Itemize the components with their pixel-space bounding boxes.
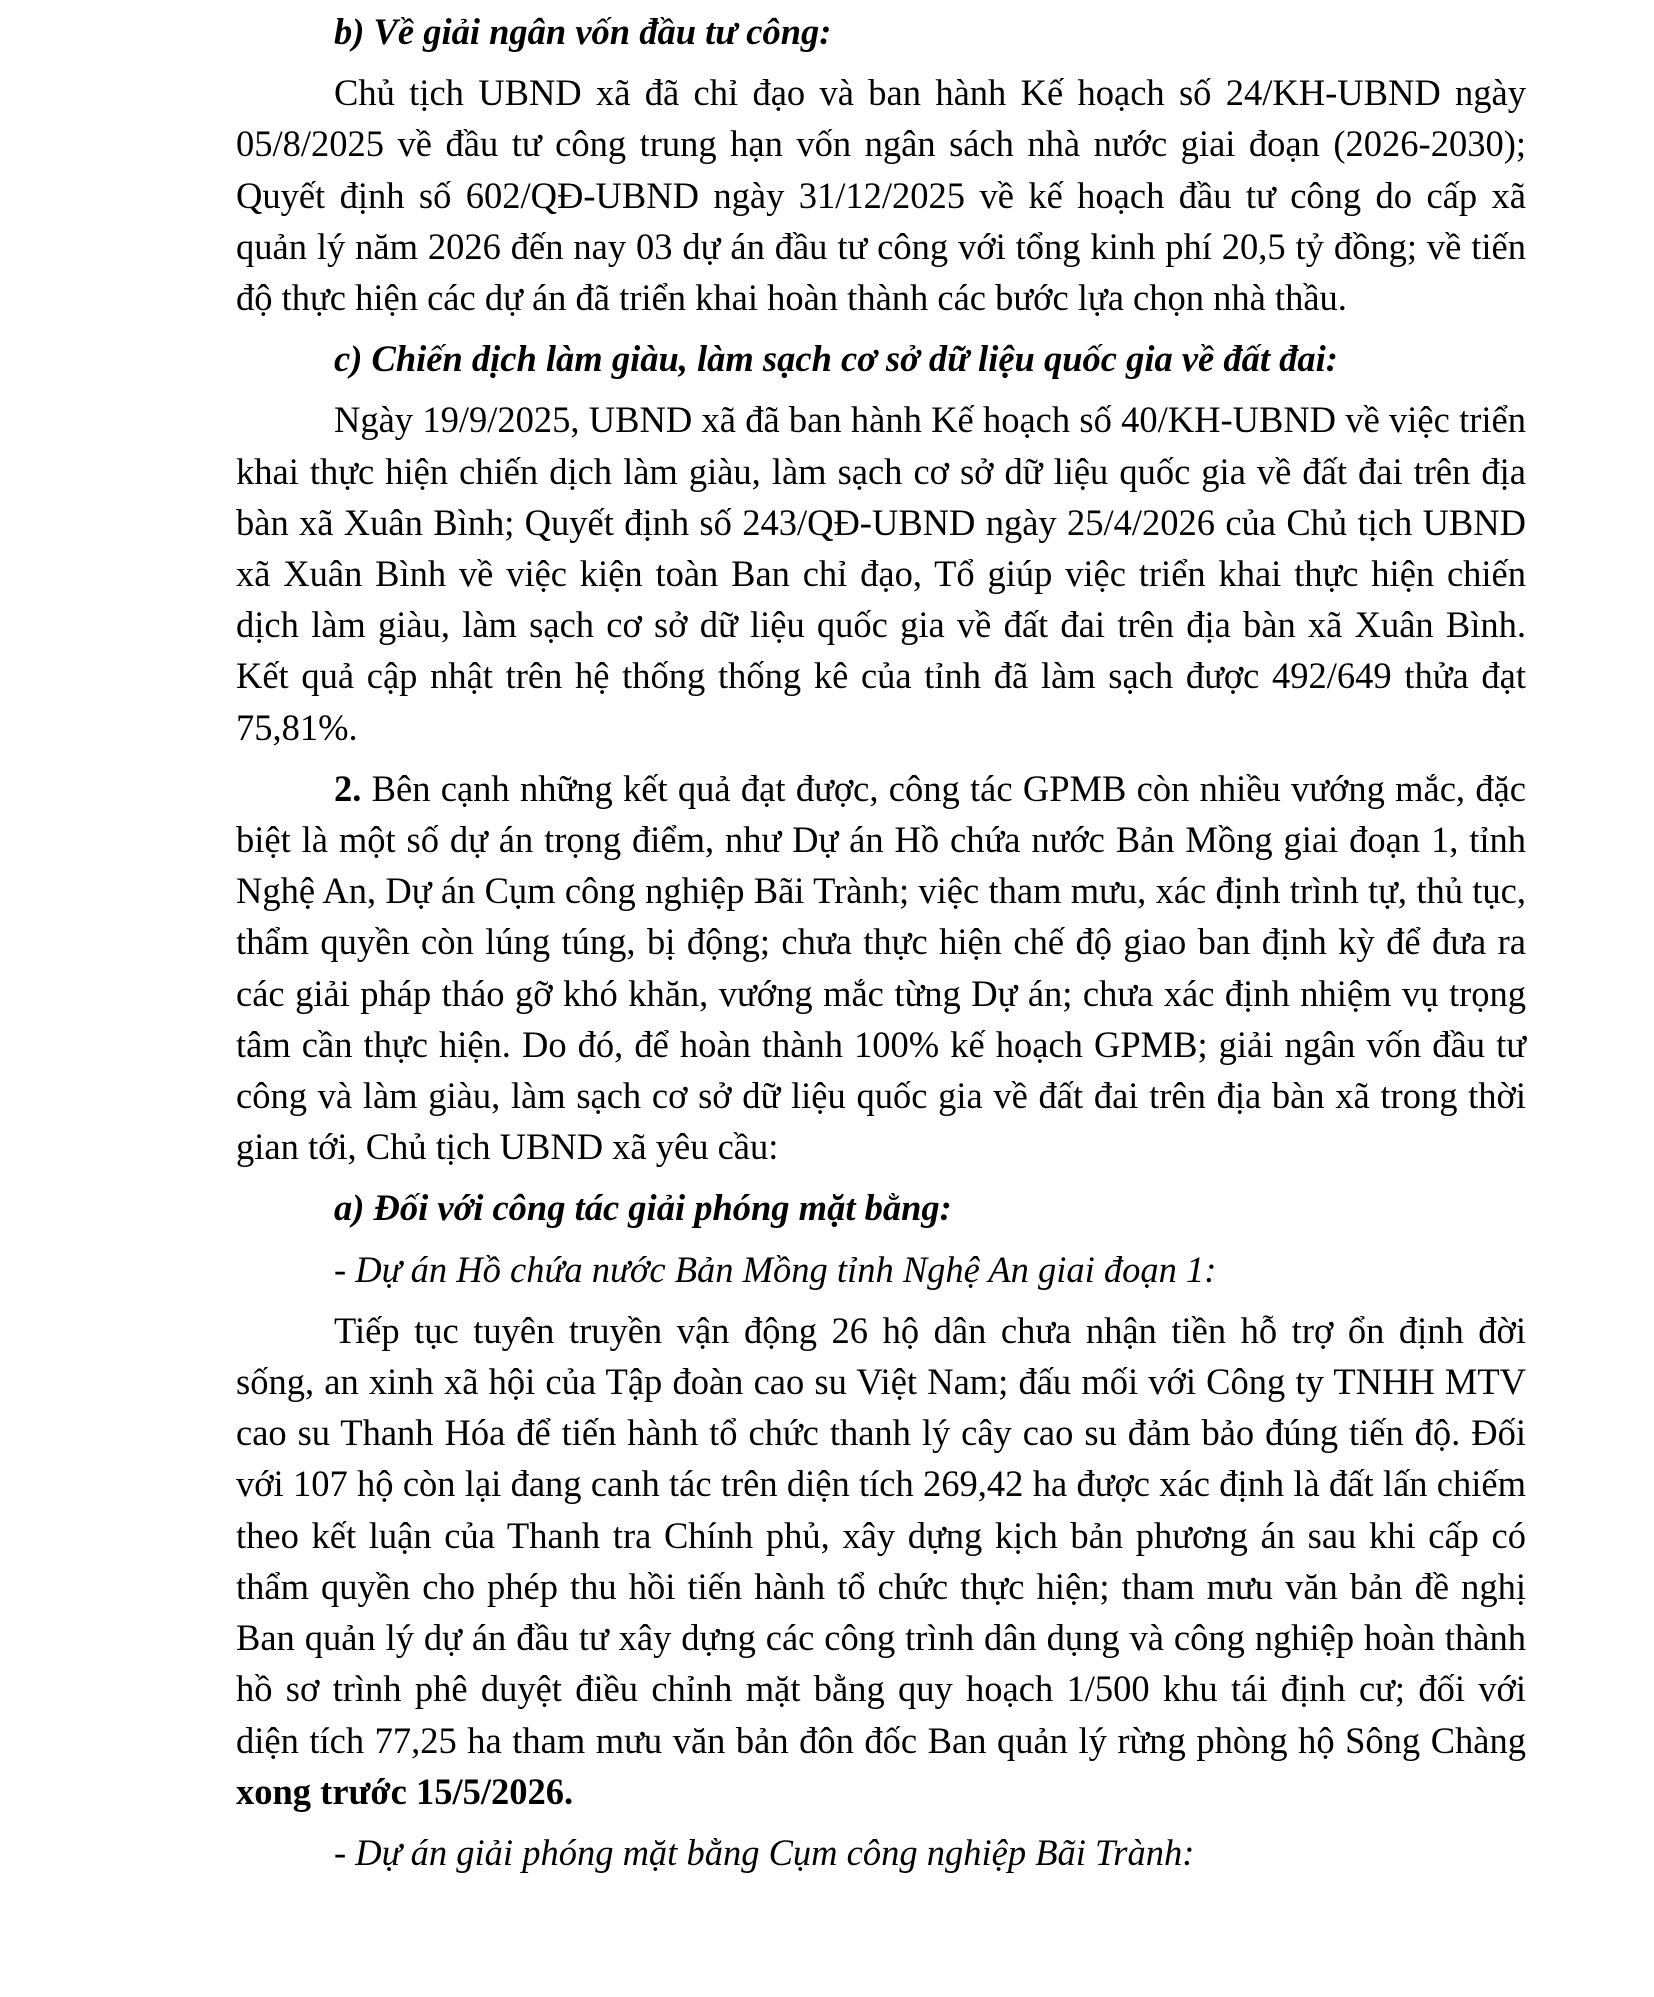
- document-page: [236, 6, 1526, 1888]
- project-1-deadline: xong trước 15/5/2026.: [236, 1770, 574, 1812]
- project-1-paragraph: [236, 1305, 1526, 1817]
- point-2-text: Bên cạnh những kết quả đạt được, công tác GPMB còn nhiều vướng mắc, đặc biệt là một số dự án trọng điểm, như Dự án Hồ chứa nước Bản Mồng giai đoạn 1, tỉnh Nghệ An, Dự án Cụm công nghiệp Bãi Trành; việc tham mưu, xác định trình tự, thủ tục, thẩm quyền còn lúng túng, bị động; chưa thực hiện chế độ giao ban định kỳ để đưa ra các giải pháp tháo gỡ khó khăn, vướng mắc từng Dự án; chưa xác định nhiệm vụ trọng tâm cần thực hiện. Do đó, để hoàn thành 100% kế hoạch GPMB; giải ngân vốn đầu tư công và làm giàu, làm sạch cơ sở dữ liệu quốc gia về đất đai trên địa bàn xã trong thời gian tới, Chủ tịch UBND xã yêu cầu:: [236, 767, 1526, 1168]
- point-2-number: 2.: [334, 767, 362, 809]
- project-1-heading: - Dự án Hồ chứa nước Bản Mồng tỉnh Nghệ An giai đoạn 1:: [334, 1248, 1217, 1290]
- point-2-paragraph: [236, 763, 1526, 1173]
- project-2-heading: - Dự án giải phóng mặt bằng Cụm công nghiệp Bãi Trành:: [334, 1831, 1195, 1873]
- section-b-paragraph: Chủ tịch UBND xã đã chỉ đạo và ban hành Kế hoạch số 24/KH-UBND ngày 05/8/2025 về đầu tư công trung hạn vốn ngân sách nhà nước giai đoạn (2026-2030); Quyết định số 602/QĐ-UBND ngày 31/12/2025 về kế hoạch đầu tư công do cấp xã quản lý năm 2026 đến nay 03 dự án đầu tư công với tổng kinh phí 20,5 tỷ đồng; về tiến độ thực hiện các dự án đã triển khai hoàn thành các bước lựa chọn nhà thầu.: [236, 72, 1526, 319]
- section-b-heading: b) Về giải ngân vốn đầu tư công:: [334, 11, 832, 52]
- project-1-text: Tiếp tục tuyên truyền vận động 26 hộ dân chưa nhận tiền hỗ trợ ổn định đời sống, an xinh xã hội của Tập đoàn cao su Việt Nam; đấu mối với Công ty TNHH MTV cao su Thanh Hóa để tiến hành tổ chức thanh lý cây cao su đảm bảo đúng tiến độ. Đối với 107 hộ còn lại đang canh tác trên diện tích 269,42 ha được xác định là đất lấn chiếm theo kết luận của Thanh tra Chính phủ, xây dựng kịch bản phương án sau khi cấp có thẩm quyền cho phép thu hồi tiến hành tổ chức thực hiện; tham mưu văn bản đề nghị Ban quản lý dự án đầu tư xây dựng các công trình dân dụng và công nghiệp hoàn thành hồ sơ trình phê duyệt điều chỉnh mặt bằng quy hoạch 1/500 khu tái định cư; đối với diện tích 77,25 ha tham mưu văn bản đôn đốc Ban quản lý rừng phòng hộ Sông Chàng: [236, 1309, 1526, 1761]
- section-c-heading: c) Chiến dịch làm giàu, làm sạch cơ sở dữ liệu quốc gia về đất đai:: [334, 338, 1338, 380]
- section-a-heading: a) Đối với công tác giải phóng mặt bằng:: [334, 1187, 952, 1229]
- section-c-paragraph: Ngày 19/9/2025, UBND xã đã ban hành Kế hoạch số 40/KH-UBND về việc triển khai thực hiện chiến dịch làm giàu, làm sạch cơ sở dữ liệu quốc gia về đất đai trên địa bàn xã Xuân Bình; Quyết định số 243/QĐ-UBND ngày 25/4/2026 của Chủ tịch UBND xã Xuân Bình về việc kiện toàn Ban chỉ đạo, Tổ giúp việc triển khai thực hiện chiến dịch làm giàu, làm sạch cơ sở dữ liệu quốc gia về đất đai trên địa bàn xã Xuân Bình. Kết quả cập nhật trên hệ thống thống kê của tỉnh đã làm sạch được 492/649 thửa đạt 75,81%.: [236, 399, 1526, 748]
